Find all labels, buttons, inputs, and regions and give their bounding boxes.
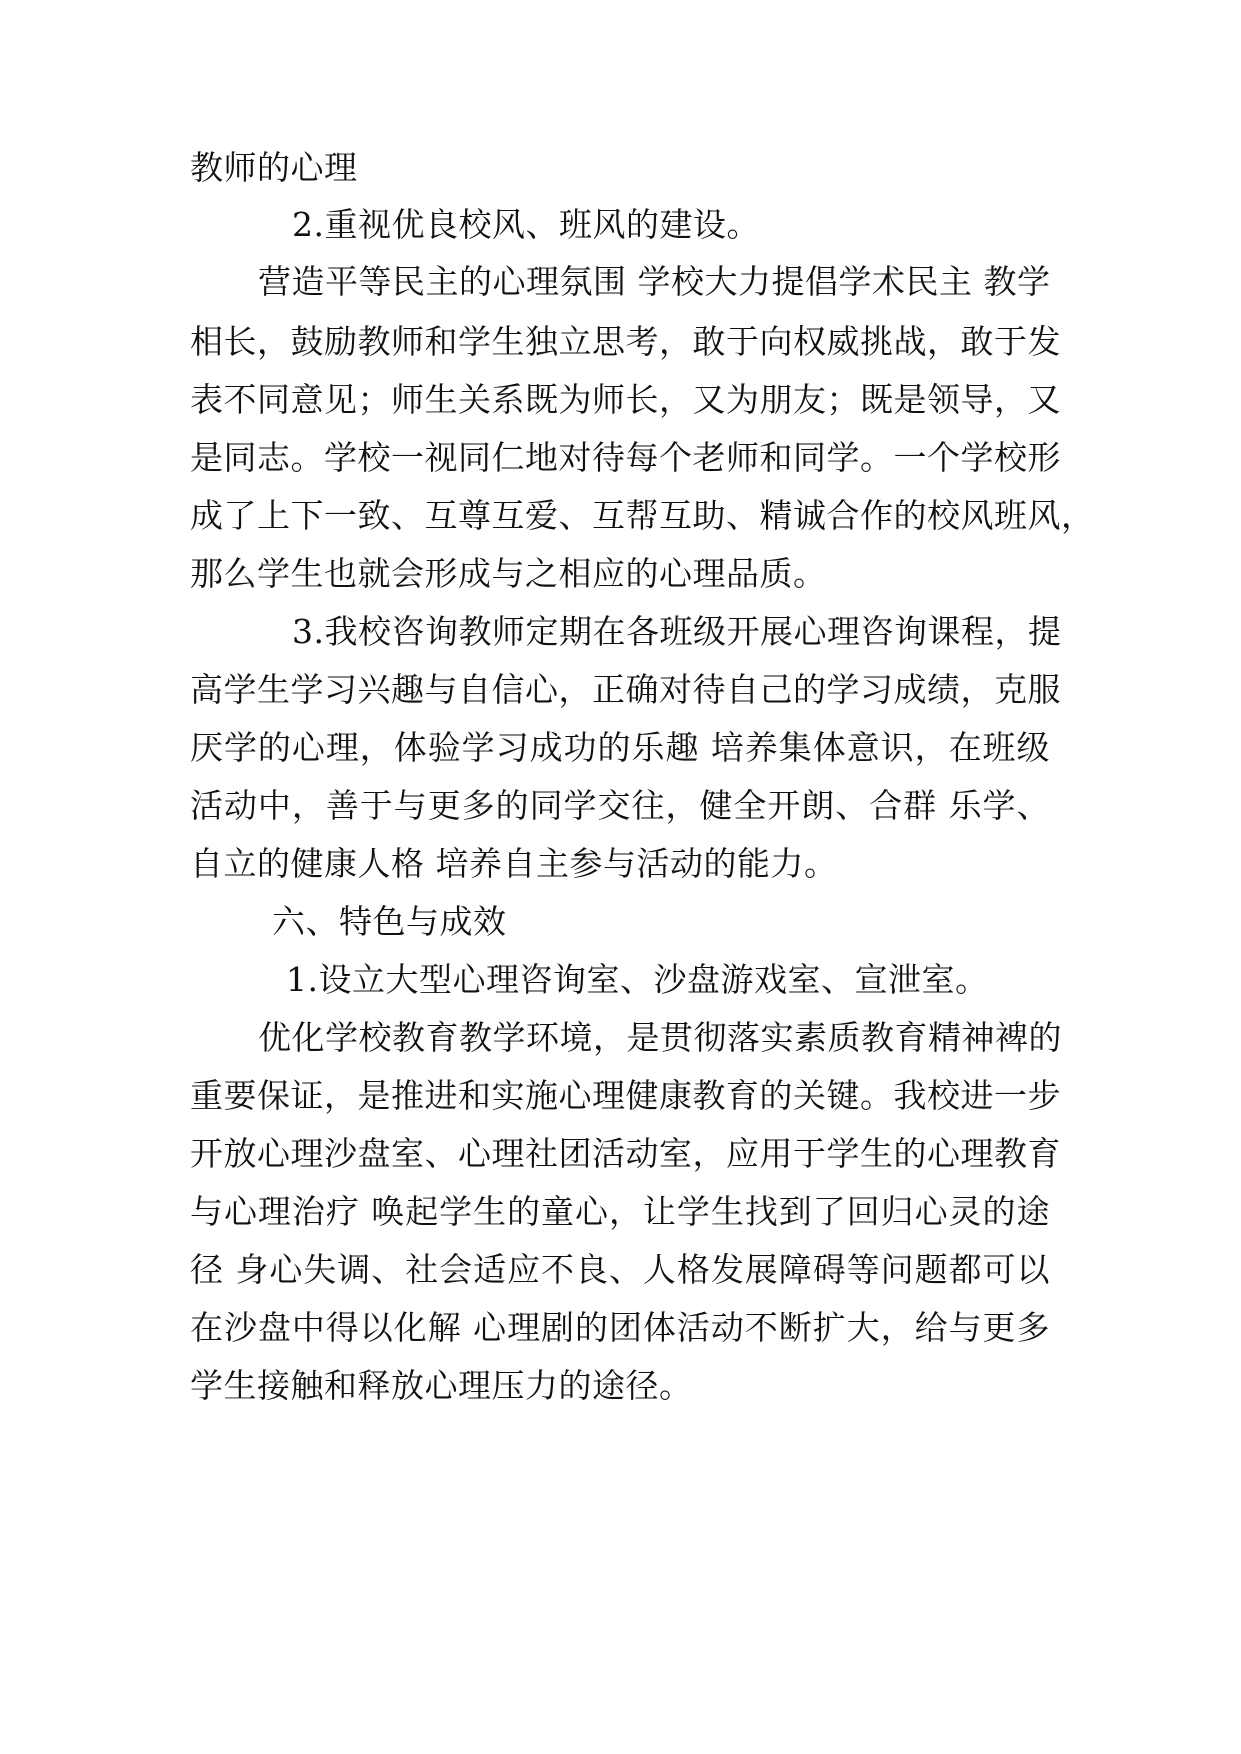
paragraph-line: 那么学生也就会形成与之相应的心理品质。 (190, 554, 827, 593)
paragraph-line: 是同志。学校一视同仁地对待每个老师和同学。一个学校形 (190, 438, 1061, 477)
paragraph-line: 开放心理沙盘室、心理社团活动室，应用于学生的心理教育 (190, 1134, 1061, 1173)
section-six-heading: 六、特色与成效 (272, 902, 507, 941)
paragraph-line: 活动中，善于与更多的同学交往，健全开朗、合群 乐学、 (190, 786, 1050, 825)
paragraph-line: 表不同意见；师生关系既为师长，又为朋友；既是领导，又 (190, 380, 1061, 419)
paragraph-line: 重要保证，是推进和实施心理健康教育的关键。我校进一步 (190, 1076, 1061, 1115)
section-point-2-heading: 2.重视优良校风、班风的建设。 (292, 205, 760, 244)
section-point-1-heading: 1.设立大型心理咨询室、沙盘游戏室、宣泄室。 (286, 960, 989, 999)
paragraph-line: 径 身心失调、社会适应不良、人格发展障碍等问题都可以 (190, 1250, 1050, 1289)
paragraph-line: 在沙盘中得以化解 心理剧的团体活动不断扩大，给与更多 (190, 1308, 1050, 1347)
paragraph-line: 相长，鼓励教师和学生独立思考，敢于向权威挑战，敢于发 (190, 322, 1061, 361)
paragraph-line: 营造平等民主的心理氛围 学校大力提倡学术民主 教学 (258, 262, 1051, 301)
paragraph-line: 成了上下一致、互尊互爱、互帮互助、精诚合作的校风班风， (190, 496, 1095, 535)
paragraph-line: 厌学的心理，体验学习成功的乐趣 培养集体意识，在班级 (190, 728, 1050, 767)
text-line-continuation: 教师的心理 (190, 148, 358, 187)
paragraph-line: 与心理治疗 唤起学生的童心，让学生找到了回归心灵的途 (190, 1192, 1050, 1231)
paragraph-line: 优化学校教育教学环境，是贯彻落实素质教育精神裨的 (258, 1018, 1062, 1057)
paragraph-line: 学生接触和释放心理压力的途径。 (190, 1366, 693, 1405)
paragraph-line: 自立的健康人格 培养自主参与活动的能力。 (190, 844, 838, 883)
paragraph-line: 高学生学习兴趣与自信心，正确对待自己的学习成绩，克服 (190, 670, 1061, 709)
section-point-3-line: 3.我校咨询教师定期在各班级开展心理咨询课程，提 (292, 612, 1062, 651)
